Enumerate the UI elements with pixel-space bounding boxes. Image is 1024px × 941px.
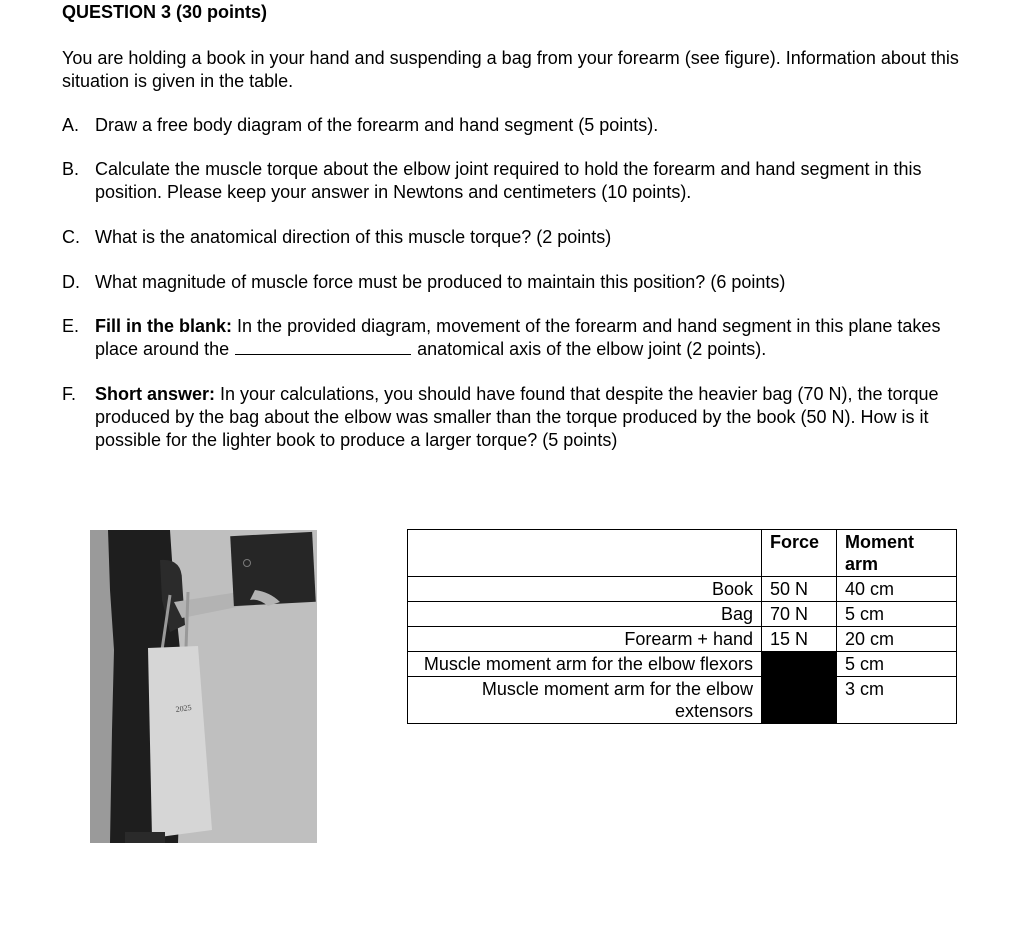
question-c-text: What is the anatomical direction of this muscle torque? (2 points): [95, 227, 612, 247]
figure-photo: [90, 530, 317, 843]
row-moment: 3 cm: [837, 677, 957, 724]
question-e-bold: Fill in the blank:: [95, 316, 233, 336]
intro-paragraph: You are holding a book in your hand and suspending a bag from your forearm (see figure). Information about this situation is given in the table.: [62, 48, 959, 91]
table-corner-cell: [408, 530, 762, 577]
legs: [125, 832, 165, 843]
answer-blank: [235, 339, 411, 355]
row-moment: 20 cm: [837, 627, 957, 652]
bag-logo: 2025: [175, 702, 193, 714]
row-label: Muscle moment arm for the elbow flexors: [408, 652, 762, 677]
row-label: Bag: [408, 602, 762, 627]
question-f-letter: F.: [62, 384, 77, 404]
header-moment-arm: Moment arm: [837, 530, 957, 577]
question-d-text: What magnitude of muscle force must be produced to maintain this position? (6 points): [95, 272, 786, 292]
question-b: [62, 158, 967, 204]
row-label: Forearm + hand: [408, 627, 762, 652]
question-a-letter: A.: [62, 115, 80, 135]
table-row: [408, 602, 957, 627]
row-force-blacked-out: [762, 677, 837, 724]
row-moment: 5 cm: [837, 652, 957, 677]
row-force: 70 N: [762, 602, 837, 627]
question-e-text-before: In the provided diagram, movement of the forearm and hand segment in this plane takes place around the: [95, 316, 941, 359]
header-force: Force: [762, 530, 837, 577]
row-moment: 40 cm: [837, 577, 957, 602]
question-heading: QUESTION 3 (30 points): [62, 2, 268, 22]
row-force: 15 N: [762, 627, 837, 652]
row-force-blacked-out: [762, 652, 837, 677]
question-a-text: Draw a free body diagram of the forearm and hand segment (5 points).: [95, 115, 659, 135]
table-header-row: [408, 530, 957, 577]
table-row: [408, 652, 957, 677]
table-row: [408, 677, 957, 724]
question-e-text-after: anatomical axis of the elbow joint (2 points).: [417, 339, 767, 359]
question-b-letter: B.: [62, 159, 80, 179]
table-row: [408, 577, 957, 602]
row-label: Book: [408, 577, 762, 602]
row-force: 50 N: [762, 577, 837, 602]
question-e-letter: E.: [62, 316, 80, 336]
book: [230, 532, 316, 606]
question-f-text: In your calculations, you should have found that despite the heavier bag (70 N), the torque produced by the bag about the elbow was smaller than the torque produced by the book (50 N). How is it possible for the lighter book to produce a larger torque? (5 points): [95, 384, 939, 450]
question-a: [62, 114, 967, 137]
table-row: [408, 627, 957, 652]
question-d-letter: D.: [62, 272, 80, 292]
question-e: [62, 315, 967, 361]
question-c-letter: C.: [62, 227, 80, 247]
row-moment: 5 cm: [837, 602, 957, 627]
question-d: [62, 271, 967, 294]
info-table: [407, 529, 957, 724]
question-f: [62, 383, 967, 452]
question-c: [62, 226, 967, 249]
question-f-bold: Short answer:: [95, 384, 216, 404]
row-label: Muscle moment arm for the elbow extensors: [408, 677, 762, 724]
question-b-text: Calculate the muscle torque about the elbow joint required to hold the forearm and hand segment in this position. Please keep your answer in Newtons and centimeters (10 points).: [95, 159, 922, 202]
